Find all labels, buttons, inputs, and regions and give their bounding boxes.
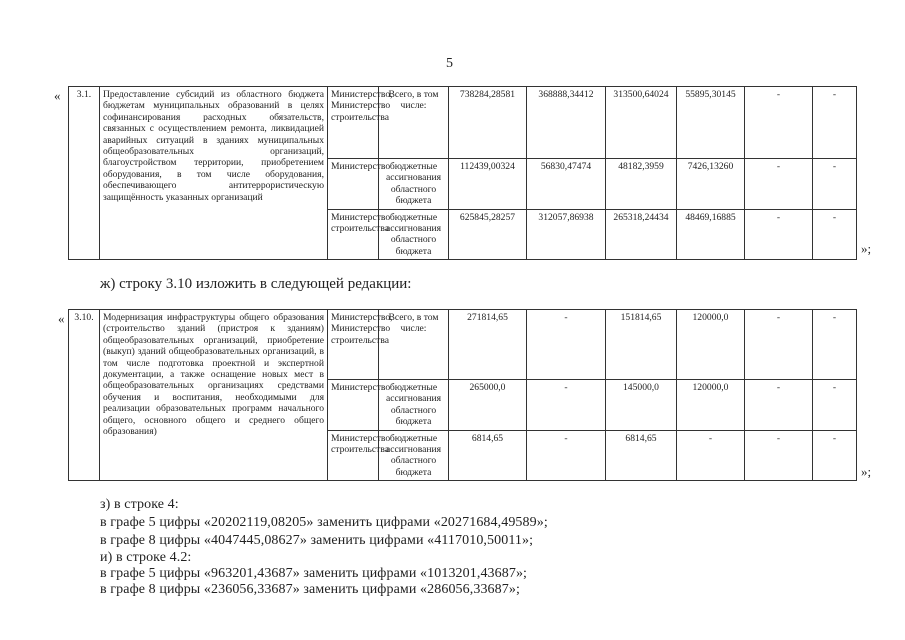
value-cell: 6814,65 — [449, 430, 527, 481]
value-cell: - — [813, 159, 857, 210]
source-cell: бюджетные ассигнования областного бюджета — [379, 380, 449, 431]
source-cell: Всего, в том числе: — [379, 87, 449, 159]
value-cell: - — [527, 310, 606, 380]
value-cell: 120000,0 — [677, 380, 745, 431]
value-cell: 738284,28581 — [449, 87, 527, 159]
value-cell: 55895,30145 — [677, 87, 745, 159]
value-cell: 265318,24434 — [606, 209, 677, 260]
body-line: з) в строке 4: — [100, 497, 179, 512]
page-number: 5 — [446, 56, 453, 71]
value-cell: - — [527, 380, 606, 431]
value-cell: - — [813, 310, 857, 380]
value-cell: 313500,64024 — [606, 87, 677, 159]
table-row-3-1 — [68, 86, 857, 260]
row-description: Модернизация инфраструктуры общего образования (строительство зданий (пристроя к зданиям) общеобразовательных организаций, приобретение (выкуп) зданий общеобразовательных организаций, в том числе подготовка проектной и экспертной документации, а также оснащение новых мест в общеобразовательных организациях средствами обучения и воспитания, необходимыми для реализации образовательных программ начального общего, основного общего и среднего общего образования) — [100, 310, 328, 481]
body-line: и) в строке 4.2: — [100, 550, 192, 565]
value-cell: 120000,0 — [677, 310, 745, 380]
value-cell: - — [745, 159, 813, 210]
body-line: в графе 8 цифры «236056,33687» заменить цифрами «286056,33687»; — [100, 582, 520, 597]
executor-cell: Министерство — [328, 380, 379, 431]
source-cell: Всего, в том числе: — [379, 310, 449, 380]
executor-cell: Министерство — [328, 159, 379, 210]
value-cell: - — [813, 209, 857, 260]
close-quote-2: »; — [861, 464, 872, 479]
value-cell: 312057,86938 — [527, 209, 606, 260]
source-cell: бюджетные ассигнования областного бюджета — [379, 159, 449, 210]
source-cell: бюджетные ассигнования областного бюджета — [379, 430, 449, 481]
value-cell: 6814,65 — [606, 430, 677, 481]
executor-cell: Министерство, Министерство строительства — [328, 310, 379, 380]
value-cell: - — [813, 87, 857, 159]
executor-cell: Министерство строительства — [328, 209, 379, 260]
source-cell: бюджетные ассигнования областного бюджета — [379, 209, 449, 260]
value-cell: - — [745, 380, 813, 431]
value-cell: - — [813, 380, 857, 431]
body-line: в графе 5 цифры «20202119,08205» заменить цифрами «20271684,49589»; — [100, 515, 548, 530]
row-number: 3.1. — [69, 87, 100, 260]
executor-cell: Министерство, Министерство строительства — [328, 87, 379, 159]
row-description: Предоставление субсидий из областного бюджета бюджетам муниципальных образований в целях софинансирования расходных обязательств, связанных с осуществлением ремонта, ликвидацией аварийных ситуаций в зданиях муниципальных общеобразовательных организаций, благоустройством территории, приобретением оборудования, в том числе оборудования, обеспечивающего антитеррористическую защищённость указанных организаций — [100, 87, 328, 260]
value-cell: 48469,16885 — [677, 209, 745, 260]
value-cell: 145000,0 — [606, 380, 677, 431]
value-cell: 368888,34412 — [527, 87, 606, 159]
close-quote-1: »; — [861, 241, 872, 256]
value-cell: 271814,65 — [449, 310, 527, 380]
value-cell: - — [745, 430, 813, 481]
value-cell: 625845,28257 — [449, 209, 527, 260]
value-cell: - — [677, 430, 745, 481]
section-heading: ж) строку 3.10 изложить в следующей редакции: — [100, 276, 412, 292]
table-row — [69, 87, 857, 159]
value-cell: - — [745, 209, 813, 260]
open-quote-2: « — [58, 311, 65, 326]
value-cell: - — [745, 310, 813, 380]
value-cell: 112439,00324 — [449, 159, 527, 210]
value-cell: 151814,65 — [606, 310, 677, 380]
open-quote-1: « — [54, 88, 61, 103]
value-cell: - — [527, 430, 606, 481]
body-line: в графе 8 цифры «4047445,08627» заменить цифрами «4117010,50011»; — [100, 533, 534, 548]
value-cell: 265000,0 — [449, 380, 527, 431]
value-cell: 7426,13260 — [677, 159, 745, 210]
value-cell: 56830,47474 — [527, 159, 606, 210]
value-cell: - — [813, 430, 857, 481]
row-number: 3.10. — [69, 310, 100, 481]
table-row — [69, 310, 857, 380]
value-cell: - — [745, 87, 813, 159]
value-cell: 48182,3959 — [606, 159, 677, 210]
executor-cell: Министерство строительства — [328, 430, 379, 481]
table-row-3-10 — [68, 309, 857, 481]
body-line: в графе 5 цифры «963201,43687» заменить цифрами «1013201,43687»; — [100, 566, 528, 581]
